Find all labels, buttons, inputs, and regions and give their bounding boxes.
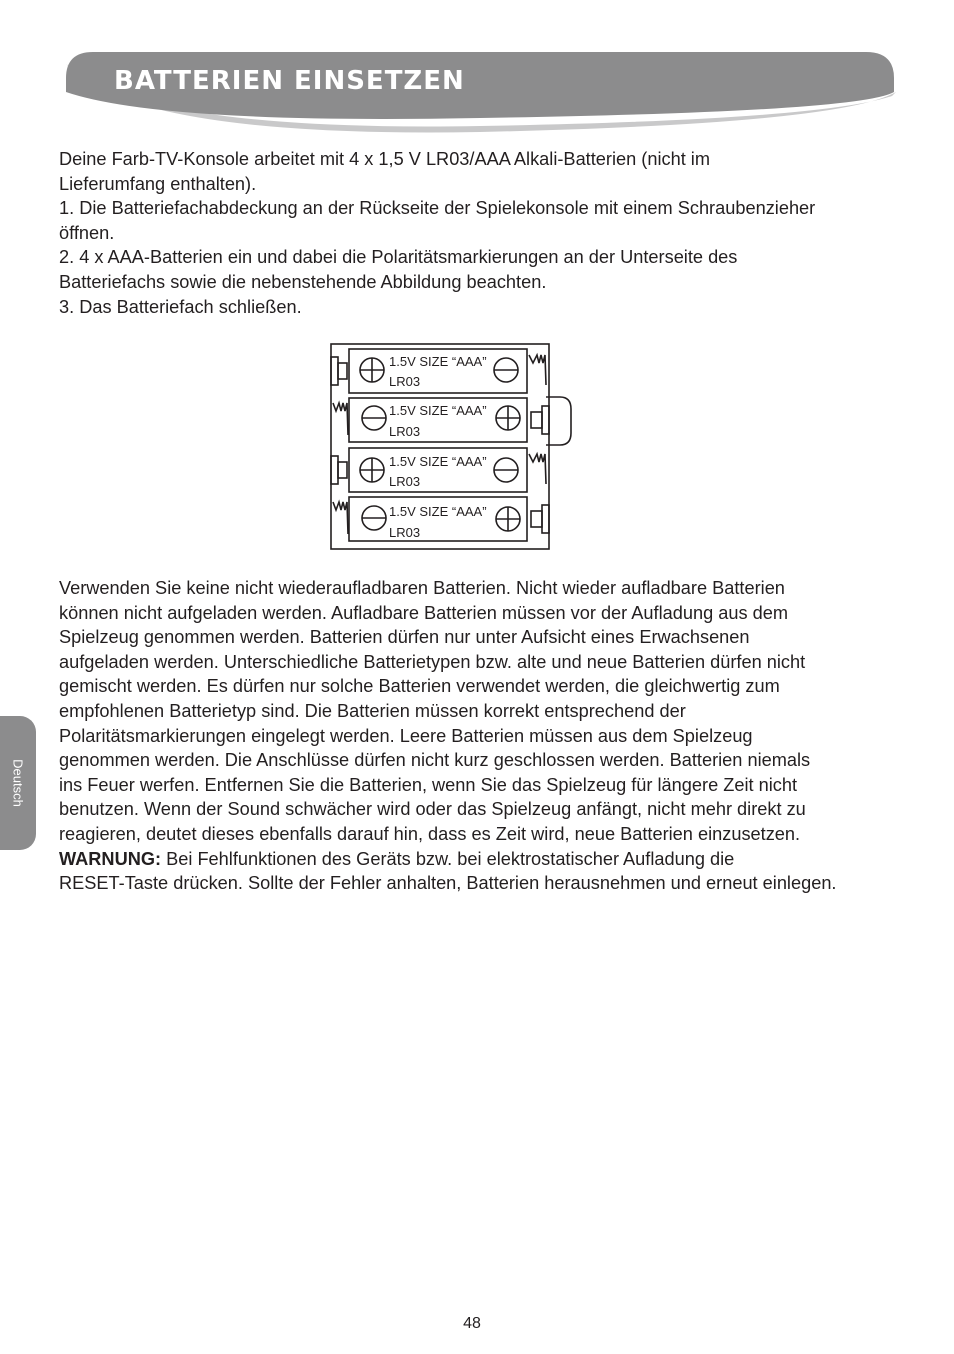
warning-line: benutzen. Wenn der Sound schwächer wird oder das Spielzeug anfängt, nicht mehr direkt zu: [59, 799, 806, 820]
warning-line: gemischt werden. Es dürfen nur solche Batterien verwendet werden, die gleichwertig zum: [59, 676, 780, 697]
battery-spec-label: 1.5V SIZE “AAA”: [389, 403, 487, 418]
section-title: BATTERIEN EINSETZEN: [114, 66, 465, 96]
terminal-nub: [531, 511, 542, 527]
intro-line: Batteriefachs sowie die nebenstehende Abbildung beachten.: [59, 271, 547, 292]
terminal-nub: [338, 363, 347, 379]
terminal-plate: [331, 456, 338, 484]
page-number: 48: [463, 1315, 481, 1332]
terminal-plate: [542, 406, 549, 434]
intro-line: 2. 4 x AAA-Batterien ein und dabei die Polaritätsmarkierungen an der Unterseite des: [59, 247, 738, 268]
terminal-nub: [531, 412, 542, 428]
warning-note-line: RESET-Taste drücken. Sollte der Fehler anhalten, Batterien herausnehmen und erneut einlegen.: [59, 873, 837, 894]
terminal-plate: [542, 505, 549, 533]
battery-type-label: LR03: [389, 525, 421, 540]
warning-line: können nicht aufgeladen werden. Aufladbare Batterien müssen vor der Aufladung aus dem: [59, 602, 788, 623]
warning-line: ins Feuer werfen. Entfernen Sie die Batterien, wenn Sie das Spielzeug für längere Zeit nicht: [59, 774, 798, 795]
intro-line: Lieferumfang enthalten).: [59, 173, 257, 194]
terminal-nub: [338, 462, 347, 478]
battery-type-label: LR03: [389, 424, 421, 439]
intro-line: öffnen.: [59, 222, 115, 243]
intro-line: 3. Das Batteriefach schließen.: [59, 296, 302, 317]
terminal-spring: [333, 403, 348, 435]
warning-line: Polaritätsmarkierungen eingelegt werden. Leere Batterien müssen aus dem Spielzeug: [59, 725, 753, 746]
intro-line: Deine Farb-TV-Konsole arbeitet mit 4 x 1,5 V LR03/AAA Alkali-Batterien (nicht im: [59, 149, 711, 169]
battery-spec-label: 1.5V SIZE “AAA”: [389, 354, 487, 369]
language-tab: [0, 716, 36, 850]
battery-spec-label: 1.5V SIZE “AAA”: [389, 454, 487, 469]
battery-spec-label: 1.5V SIZE “AAA”: [389, 504, 487, 519]
terminal-spring: [529, 355, 546, 385]
warning-label: WARNUNG:: [59, 848, 162, 869]
language-tab-label: Deutsch: [10, 759, 26, 807]
battery-compartment-diagram: [328, 341, 578, 553]
warning-line: aufgeladen werden. Unterschiedliche Batterietypen bzw. alte und neue Batterien dürfen nicht: [59, 651, 806, 672]
terminal-spring: [333, 502, 348, 534]
terminal-plate: [331, 357, 338, 385]
warning-note-text: Bei Fehlfunktionen des Geräts bzw. bei elektrostatischer Aufladung die: [161, 848, 735, 869]
warning-line: empfohlenen Batterietyp sind. Die Batterien müssen korrekt entsprechend der: [59, 700, 686, 721]
warning-line: reagieren, deutet dieses ebenfalls darauf hin, dass es Zeit wird, neue Batterien einzusetzen.: [59, 823, 801, 844]
intro-line: 1. Die Batteriefachabdeckung an der Rückseite der Spielekonsole mit einem Schraubenzieher: [59, 198, 816, 219]
battery-type-label: LR03: [389, 374, 421, 389]
warning-line: Verwenden Sie keine nicht wiederaufladbaren Batterien. Nicht wieder aufladbare Batterien: [59, 578, 785, 598]
battery-type-label: LR03: [389, 474, 421, 489]
intro-text: [59, 147, 909, 319]
warning-line: Spielzeug genommen werden. Batterien dürfen nur unter Aufsicht eines Erwachsenen: [59, 627, 750, 648]
warning-note: [59, 847, 909, 872]
terminal-spring: [529, 454, 546, 484]
warning-line: genommen werden. Die Anschlüsse dürfen nicht kurz geschlossen werden. Batterien niemals: [59, 750, 811, 771]
warnings-text: [59, 576, 909, 896]
